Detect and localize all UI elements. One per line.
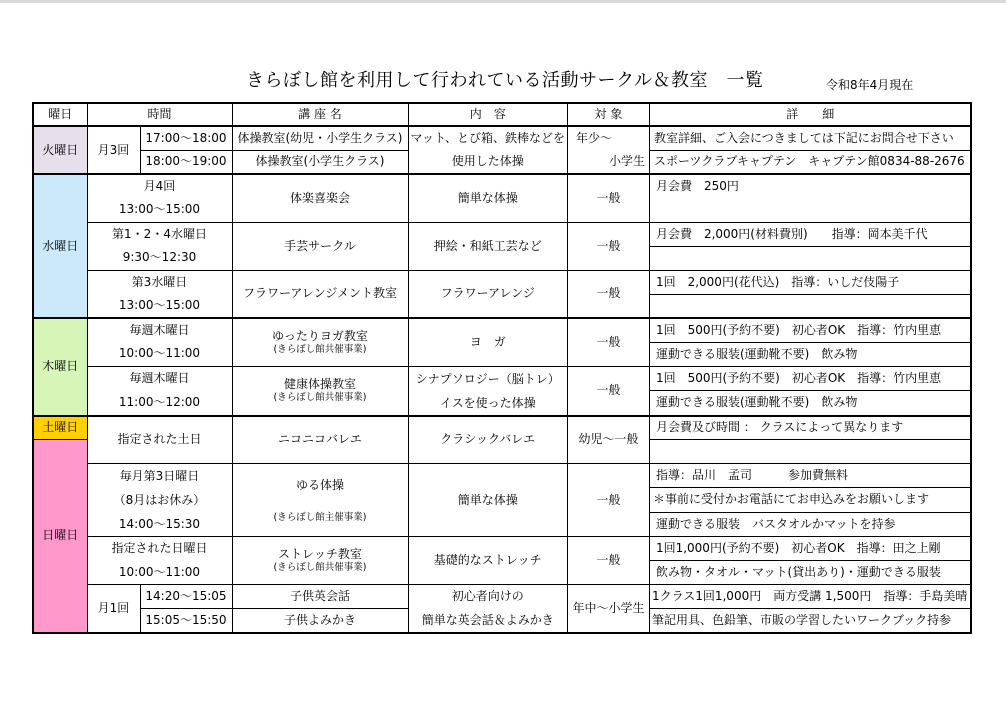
table-row — [33, 150, 971, 174]
tuesday-target-1: 年少～ — [567, 126, 649, 150]
thursday-2-detail-2: 運動できる服装(運動靴不要) 飲み物 — [649, 391, 971, 416]
saturday-course: ニコニコバレエ — [232, 416, 408, 464]
sunday-2-detail-1: 1回1,000円(予約不要) 初心者OK 指導：田之上剛 — [649, 537, 971, 561]
sunday-1-detail-3: 運動できる服装 バスタオルかマットを持参 — [649, 512, 971, 536]
page-title: きらぼし館を利用して行われている活動サークル＆教室 一覧 — [246, 70, 764, 91]
thursday-1-course: ゆったりヨガ教室 — [272, 328, 368, 343]
thursday-2-course-cell — [232, 366, 408, 416]
sunday-3-time-1: 14:20～15:05 — [140, 585, 232, 609]
thursday-2-course: 健康体操教室 — [283, 377, 356, 392]
tuesday-time-2: 18:00～19:00 — [140, 150, 232, 174]
sunday-3-course-1: 子供英会話 — [232, 585, 408, 609]
header-detail: 詳 細 — [649, 103, 971, 126]
tuesday-target-2: 小学生 — [567, 150, 649, 174]
sunday-1-course: ゆる体操 — [295, 478, 344, 492]
thursday-1-time-line-1: 毎週木曜日 — [87, 318, 232, 342]
wednesday-3-detail-1: 1回 2,000円(花代込) 指導：いしだ伎陽子 — [649, 270, 971, 294]
wednesday-2-detail-1: 月会費 2,000円(材料費別) 指導：岡本美千代 — [649, 222, 971, 246]
as-of-date: 令和8年4月現在 — [826, 78, 914, 92]
table-row — [33, 222, 971, 246]
thursday-1-course-cell — [232, 318, 408, 366]
sunday-1-target: 一般 — [567, 464, 649, 537]
header-target: 対 象 — [567, 103, 649, 126]
table-header-row — [33, 103, 971, 126]
thursday-2-time-line-1: 毎週木曜日 — [87, 366, 232, 391]
saturday-time: 指定された土日 — [87, 416, 232, 464]
tuesday-frequency: 月3回 — [87, 126, 140, 174]
thursday-2-detail-1: 1回 500円(予約不要) 初心者OK 指導：竹内里恵 — [649, 366, 971, 391]
sunday-3-frequency: 月1回 — [87, 585, 140, 633]
sunday-1-detail-2: ＊事前に受付かお電話にてお申込みをお願いします — [649, 488, 971, 512]
sunday-2-content: 基礎的なストレッチ — [408, 537, 567, 585]
wednesday-3-time-line-1: 第3水曜日 — [87, 270, 232, 294]
sunday-2-course: ストレッチ教室 — [278, 547, 362, 562]
tuesday-content-2: 使用した体操 — [408, 150, 567, 174]
wednesday-2-content: 押絵・和紙工芸など — [408, 222, 567, 270]
thursday-2-content-1: シナプソロジー（脳トレ） — [415, 371, 560, 386]
header-course: 講 座 名 — [232, 103, 408, 126]
thursday-2-course-note: (きらぼし館共催事業) — [273, 392, 367, 404]
sunday-2-time-line-1: 指定された日曜日 — [87, 537, 232, 561]
table-row — [33, 537, 971, 561]
sunday-3-target: 年中～小学生 — [567, 585, 649, 633]
table-row — [33, 585, 971, 609]
wednesday-1-course: 体楽喜楽会 — [232, 174, 408, 222]
wednesday-3-time-line-2: 13:00～15:00 — [87, 294, 232, 318]
wednesday-2-time-line-1: 第1・2・4水曜日 — [87, 222, 232, 246]
saturday-detail-1: 月会費及び時間 ： クラスによって異なります — [649, 416, 971, 440]
sunday-1-course-cell — [232, 464, 408, 537]
table-row — [33, 464, 971, 488]
thursday-2-content-2: イスを使った体操 — [439, 395, 536, 410]
sunday-3-content-2: 簡単な英会話＆よみかき — [408, 609, 567, 633]
wednesday-1-time-line-2: 13:00～15:00 — [87, 198, 232, 222]
window-top-strip — [0, 0, 1006, 3]
sunday-1-time-cell — [87, 464, 232, 537]
thursday-1-content: ヨ ガ — [408, 318, 567, 366]
wednesday-2-target: 一般 — [567, 222, 649, 270]
table-row — [33, 366, 971, 391]
sunday-2-time-line-2: 10:00～11:00 — [87, 561, 232, 585]
tuesday-content-1: マット、とび箱、鉄棒などを — [408, 126, 567, 150]
wednesday-2-detail-2 — [649, 246, 971, 270]
wednesday-3-detail-2 — [649, 294, 971, 318]
sunday-2-course-cell — [232, 537, 408, 585]
sunday-1-time-line-3: 14:00～15:30 — [118, 517, 201, 531]
table-row — [33, 270, 971, 294]
tuesday-course-2: 体操教室(小学生クラス) — [232, 150, 408, 174]
wednesday-3-course: フラワーアレンジメント教室 — [232, 270, 408, 318]
wednesday-1-detail-1: 月会費 250円 — [649, 174, 971, 198]
wednesday-1-target: 一般 — [567, 174, 649, 222]
header-content: 内 容 — [408, 103, 567, 126]
thursday-1-detail-1: 1回 500円(予約不要) 初心者OK 指導：竹内里恵 — [649, 318, 971, 342]
thursday-1-time-line-2: 10:00～11:00 — [87, 342, 232, 366]
table-row — [33, 126, 971, 150]
thursday-1-course-note: (きらぼし館共催事業) — [273, 343, 367, 355]
sunday-3-course-2: 子供よみかき — [232, 609, 408, 633]
wednesday-2-time-line-2: 9:30～12:30 — [87, 246, 232, 270]
sunday-3-detail-1: 1クラス1回1,000円 両方受講 1,500円 指導：手島美晴 — [649, 585, 971, 609]
activity-schedule-table — [32, 102, 972, 634]
wednesday-1-detail-2 — [649, 198, 971, 222]
table-row — [33, 318, 971, 342]
saturday-content: クラシックバレエ — [408, 416, 567, 464]
sunday-1-course-note: (きらぼし館主催事業) — [273, 512, 367, 523]
sunday-1-time-line-1: 毎月第3日曜日 — [119, 469, 200, 483]
sunday-1-time-line-2: （8月はお休み） — [113, 493, 206, 507]
table-row — [33, 416, 971, 440]
wednesday-2-course: 手芸サークル — [232, 222, 408, 270]
sunday-2-course-note: (きらぼし館共催事業) — [273, 562, 367, 574]
day-label-wednesday: 水曜日 — [33, 174, 87, 318]
thursday-1-target: 一般 — [567, 318, 649, 366]
tuesday-time-1: 17:00～18:00 — [140, 126, 232, 150]
wednesday-3-target: 一般 — [567, 270, 649, 318]
day-label-saturday: 土曜日 — [33, 416, 87, 440]
table-row — [33, 609, 971, 633]
header-time: 時間 — [87, 103, 232, 126]
saturday-target: 幼児～一般 — [567, 416, 649, 464]
day-label-tuesday: 火曜日 — [33, 126, 87, 174]
wednesday-1-content: 簡単な体操 — [408, 174, 567, 222]
thursday-1-detail-2: 運動できる服装(運動靴不要) 飲み物 — [649, 342, 971, 366]
thursday-2-target: 一般 — [567, 366, 649, 416]
wednesday-1-time-line-1: 月4回 — [87, 174, 232, 198]
sunday-3-detail-2: 筆記用具、色鉛筆、市販の学習したいワークブック持参 — [649, 609, 971, 633]
day-label-thursday: 木曜日 — [33, 318, 87, 416]
sunday-3-content-1: 初心者向けの — [408, 585, 567, 609]
day-label-sunday: 日曜日 — [33, 440, 87, 633]
wednesday-3-content: フラワーアレンジ — [408, 270, 567, 318]
header-day: 曜日 — [33, 103, 87, 126]
sunday-2-target: 一般 — [567, 537, 649, 585]
saturday-detail-2 — [649, 440, 971, 464]
thursday-2-content-cell — [408, 366, 567, 416]
sunday-1-detail-1: 指導：品川 孟司 参加費無料 — [649, 464, 971, 488]
tuesday-course-1: 体操教室(幼児・小学生クラス) — [232, 126, 408, 150]
table-row — [33, 174, 971, 198]
tuesday-detail-2: スポーツクラブキャプテン キャプテン館0834-88-2676 — [649, 150, 971, 174]
sunday-2-detail-2: 飲み物・タオル・マット(貸出あり)・運動できる服装 — [649, 561, 971, 585]
tuesday-detail-1: 教室詳細、ご入会につきましては下記にお問合せ下さい — [649, 126, 971, 150]
sunday-3-time-2: 15:05～15:50 — [140, 609, 232, 633]
sunday-1-content: 簡単な体操 — [408, 464, 567, 537]
thursday-2-time-line-2: 11:00～12:00 — [87, 391, 232, 416]
